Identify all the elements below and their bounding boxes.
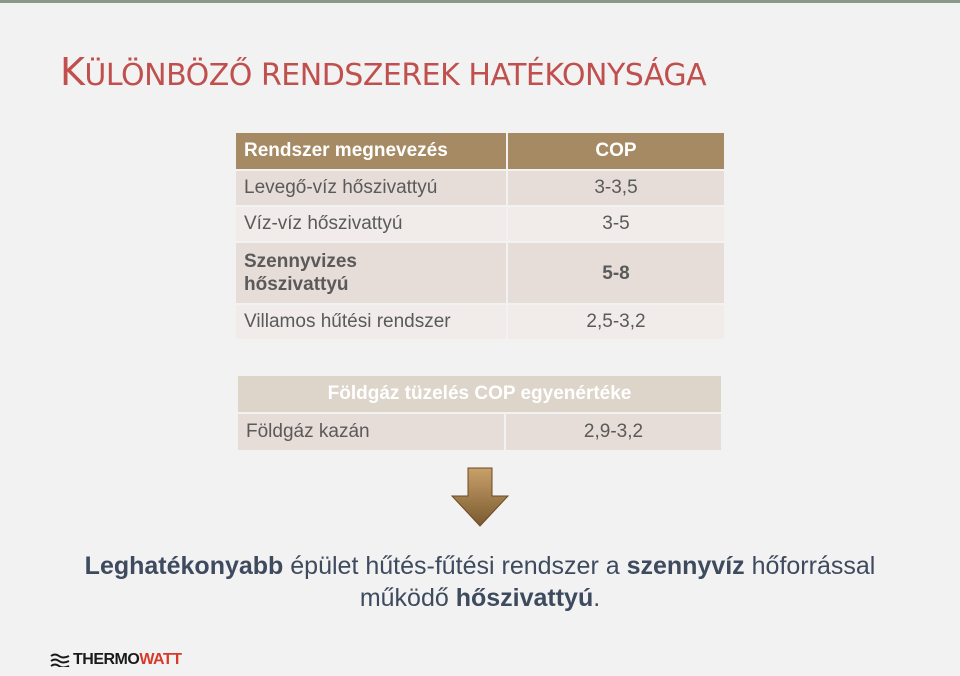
table-header-row bbox=[235, 132, 725, 170]
gas-equivalent-table bbox=[236, 374, 723, 452]
down-arrow-icon bbox=[450, 466, 510, 528]
logo-wordmark: THERMOWATT bbox=[73, 651, 182, 668]
table-row bbox=[235, 304, 725, 340]
cop-value: 3-5 bbox=[507, 206, 725, 242]
cop-value: 3-3,5 bbox=[507, 170, 725, 206]
conclusion-text: Leghatékonyabb épület hűtés-fűtési rendszer a szennyvíz hőforrással működő hőszivattyú. bbox=[84, 552, 876, 612]
header-cop: COP bbox=[507, 132, 725, 170]
system-name: Víz-víz hőszivattyú bbox=[235, 206, 507, 242]
table-row bbox=[235, 206, 725, 242]
table-row bbox=[235, 170, 725, 206]
cop-value: 5-8 bbox=[507, 242, 725, 304]
system-name: Szennyvizes hőszivattyú bbox=[235, 242, 507, 304]
system-name: Levegő-víz hőszivattyú bbox=[235, 170, 507, 206]
page-title: KÜLÖNBÖZŐ RENDSZEREK HATÉKONYSÁGA bbox=[60, 50, 707, 94]
thermowatt-logo bbox=[50, 651, 181, 669]
table-row bbox=[237, 413, 722, 451]
system-name: Villamos hűtési rendszer bbox=[235, 304, 507, 340]
top-rule bbox=[0, 0, 960, 3]
efficiency-table bbox=[234, 131, 726, 341]
cop-value: 2,5-3,2 bbox=[507, 304, 725, 340]
table-row bbox=[235, 242, 725, 304]
cop-value: 2,9-3,2 bbox=[505, 413, 722, 451]
table-header-row bbox=[237, 375, 722, 413]
waves-icon bbox=[50, 653, 70, 667]
header-system-name: Rendszer megnevezés bbox=[235, 132, 507, 170]
gas-table-header: Földgáz tüzelés COP egyenértéke bbox=[237, 375, 722, 413]
system-name: Földgáz kazán bbox=[237, 413, 505, 451]
